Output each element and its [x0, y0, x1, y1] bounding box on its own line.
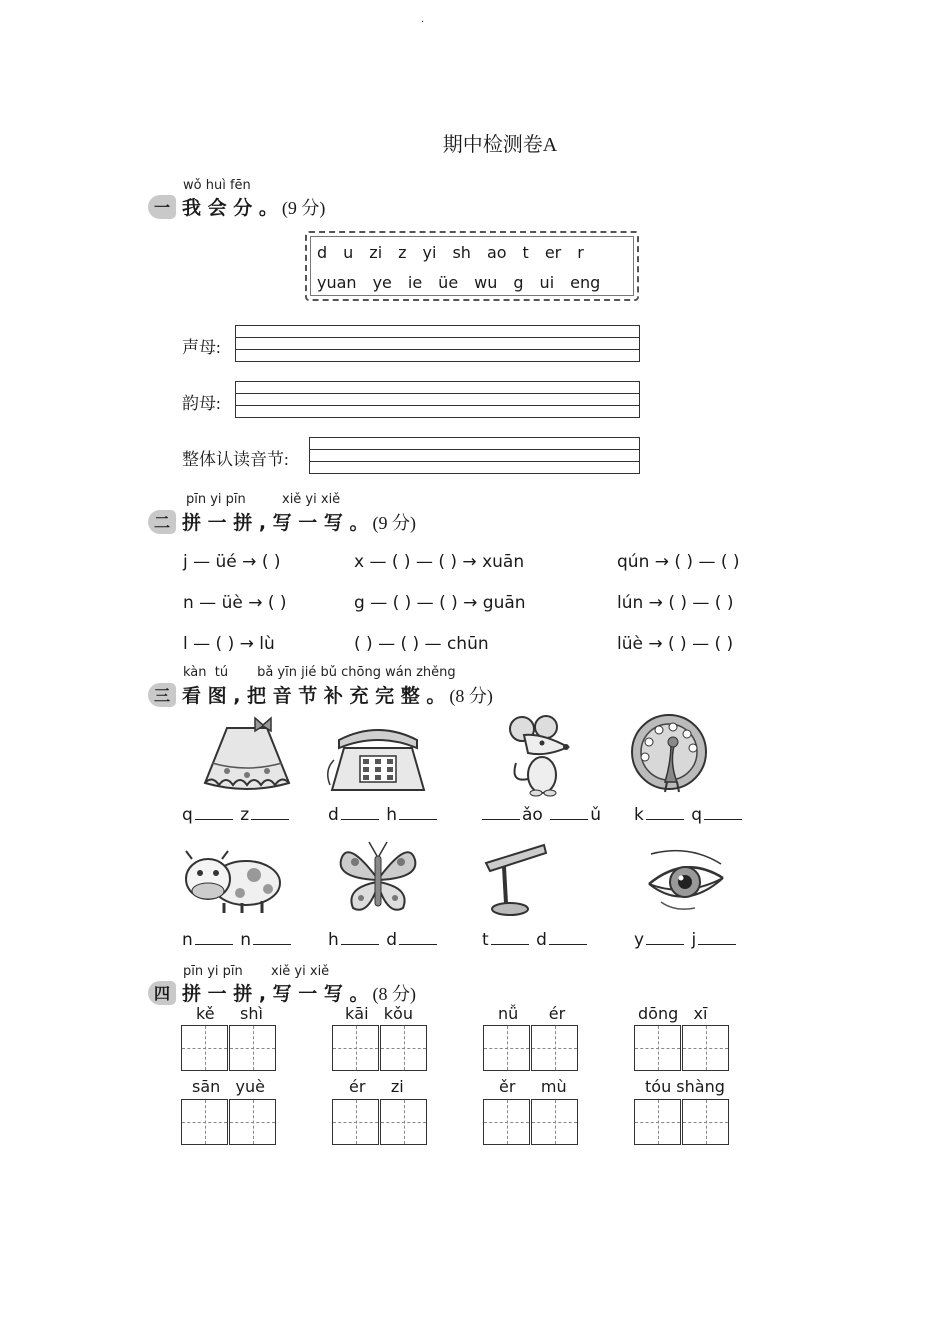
initial-letter: n [182, 930, 193, 950]
writing-grid-cell[interactable] [332, 1025, 379, 1071]
letter-item: ao [486, 243, 507, 262]
section1-heading-text: 我 会 分 。 [182, 197, 278, 219]
s3-blank-group-2 [328, 805, 439, 825]
initial-letter: h [328, 930, 339, 950]
syllable: shàng [676, 1077, 725, 1096]
answer-blank[interactable] [550, 805, 588, 820]
answer-blank[interactable] [341, 805, 379, 820]
s3-blank-group-8 [634, 930, 738, 950]
py-syllable: tú [214, 665, 229, 680]
py-syllable: bǎ [257, 665, 274, 680]
syllable: nǚ [498, 1004, 519, 1023]
cow-picture [182, 845, 284, 917]
section3-heading [148, 681, 493, 708]
s3-blank-group-7 [482, 930, 589, 950]
answer-blank[interactable] [482, 805, 520, 820]
final-letter: ǎo [522, 805, 543, 825]
word-pinyin [196, 1004, 263, 1023]
syllable: ěr [499, 1077, 516, 1096]
writing-grid-cell[interactable] [531, 1025, 578, 1071]
py-syllable: yīn [277, 665, 297, 680]
eye-picture [645, 848, 727, 918]
letter-item: ui [539, 273, 555, 292]
writing-grid-cell[interactable] [380, 1025, 427, 1071]
word-pinyin [498, 1004, 565, 1023]
syllable: shì [239, 1004, 263, 1023]
s2-item: ( ) — ( ) — chūn [354, 634, 489, 654]
page-title: 期中检测卷A [442, 134, 558, 156]
py-syllable: bǔ [320, 665, 337, 680]
section3-pinyin [183, 665, 456, 680]
writing-grid-cell[interactable] [181, 1025, 228, 1071]
section4-pinyin-a: pīn yi pīn [183, 964, 243, 979]
peacock-picture [627, 712, 711, 796]
final-letter: ǔ [590, 805, 602, 825]
syllable: ér [548, 1004, 566, 1023]
writing-grid-cell[interactable] [682, 1099, 729, 1145]
py-syllable: kàn [183, 665, 207, 680]
letter-item: r [577, 243, 584, 262]
writing-grid-cell[interactable] [483, 1025, 530, 1071]
s2-item: j — üé → ( ) [183, 552, 281, 572]
answer-blank[interactable] [698, 930, 736, 945]
writing-grid-cell[interactable] [380, 1099, 427, 1145]
s3-blank-group-5 [182, 930, 293, 950]
section2-score: (9 分) [372, 512, 417, 533]
letters-box [305, 231, 639, 301]
syllable: tóu [645, 1077, 672, 1096]
initial-letter: y [634, 930, 645, 950]
label-yunmu: 韵母: [182, 394, 221, 413]
py-syllable: chōng [341, 665, 381, 680]
answer-blank[interactable] [253, 930, 291, 945]
initial-letter: k [634, 805, 644, 825]
letter-item: yi [422, 243, 437, 262]
initial-letter: h [386, 805, 397, 825]
writing-grid-cell[interactable] [229, 1099, 276, 1145]
answer-blank[interactable] [646, 930, 684, 945]
s3-blank-group-4 [634, 805, 744, 825]
label-shengmu: 声母: [182, 338, 221, 357]
skirt-picture [197, 713, 297, 798]
letters-row-2 [317, 273, 616, 292]
writing-grid-cell[interactable] [483, 1099, 530, 1145]
section4-pinyin-b: xiě yi xiě [271, 964, 330, 979]
shengmu-answer-lines[interactable] [235, 325, 640, 362]
header-dot: . [421, 14, 425, 25]
s2-item: g — ( ) — ( ) → guān [354, 593, 526, 613]
section2-pinyin-a: pīn yi pīn [186, 492, 246, 507]
section-number-badge: 四 [148, 981, 176, 1005]
py-syllable: wán [385, 665, 412, 680]
syllable: yuè [235, 1077, 265, 1096]
section-number-badge: 二 [148, 510, 176, 534]
letter-item: yuan [317, 273, 357, 292]
initial-letter: j [691, 930, 697, 950]
letter-item: d [317, 243, 328, 262]
word-pinyin [645, 1077, 725, 1096]
section2-heading [148, 508, 416, 535]
answer-blank[interactable] [491, 930, 529, 945]
section4-heading-text: 拼 一 拼 , 写 一 写 。 [182, 983, 369, 1005]
mouse-picture [502, 713, 582, 798]
section1-pinyin: wǒ huì fēn [183, 178, 251, 193]
writing-grid-cell[interactable] [332, 1099, 379, 1145]
letter-item: er [544, 243, 562, 262]
initial-letter: d [536, 930, 547, 950]
section4-score: (8 分) [372, 983, 417, 1004]
word-pinyin [638, 1004, 707, 1023]
writing-grid-cell[interactable] [682, 1025, 729, 1071]
initial-letter: q [182, 805, 193, 825]
answer-blank[interactable] [646, 805, 684, 820]
letter-item: zi [369, 243, 383, 262]
word-pinyin [499, 1077, 567, 1096]
section2-heading-text: 拼 一 拼 , 写 一 写 。 [182, 512, 369, 534]
initial-letter: d [328, 805, 339, 825]
answer-blank[interactable] [399, 805, 437, 820]
syllable: kě [196, 1004, 215, 1023]
letter-item: wu [474, 273, 498, 292]
word-pinyin [349, 1077, 404, 1096]
answer-blank[interactable] [251, 805, 289, 820]
syllable: ér [349, 1077, 366, 1096]
writing-grid-cell[interactable] [531, 1099, 578, 1145]
s3-blank-group-3 [480, 805, 601, 825]
zhengti-answer-lines[interactable] [309, 437, 640, 474]
telephone-picture [324, 720, 432, 795]
letter-item: z [398, 243, 407, 262]
syllable: xī [693, 1004, 708, 1023]
writing-grid-cell[interactable] [229, 1025, 276, 1071]
answer-blank[interactable] [195, 805, 233, 820]
section1-score: (9 分) [281, 197, 326, 218]
answer-blank[interactable] [341, 930, 379, 945]
letter-item: ye [372, 273, 392, 292]
section-number-badge: 一 [148, 195, 176, 219]
section4-heading [148, 979, 416, 1006]
syllable: dōng [638, 1004, 679, 1023]
label-zhengti: 整体认读音节: [182, 450, 289, 469]
s3-blank-group-1 [182, 805, 291, 825]
initial-letter: t [482, 930, 489, 950]
letter-item: t [522, 243, 529, 262]
syllable: sān [192, 1077, 221, 1096]
letters-row-1 [317, 243, 600, 262]
word-pinyin [345, 1004, 413, 1023]
initial-letter: z [240, 805, 250, 825]
yunmu-answer-lines[interactable] [235, 381, 640, 418]
butterfly-picture [337, 838, 419, 920]
answer-blank[interactable] [549, 930, 587, 945]
section2-pinyin-b: xiě yi xiě [282, 492, 341, 507]
section3-heading-text: 看 图 , 把 音 节 补 充 完 整 。 [182, 685, 446, 707]
answer-blank[interactable] [195, 930, 233, 945]
section1-heading [148, 193, 325, 220]
section-number-badge: 三 [148, 683, 176, 707]
s2-item: lún → ( ) — ( ) [617, 593, 734, 613]
syllable: zi [390, 1077, 404, 1096]
letter-item: u [343, 243, 354, 262]
lamp-picture [484, 843, 550, 919]
initial-letter: d [386, 930, 397, 950]
letter-item: ie [407, 273, 423, 292]
s2-item: n — üè → ( ) [183, 593, 287, 613]
writing-grid-cell[interactable] [634, 1099, 681, 1145]
section3-score: (8 分) [449, 685, 493, 706]
writing-grid-cell[interactable] [181, 1099, 228, 1145]
syllable: mù [540, 1077, 567, 1096]
s2-item: l — ( ) → lù [183, 634, 275, 654]
initial-letter: q [691, 805, 703, 825]
answer-blank[interactable] [399, 930, 437, 945]
answer-blank[interactable] [704, 805, 742, 820]
letter-item: eng [570, 273, 601, 292]
writing-grid-cell[interactable] [634, 1025, 681, 1071]
s2-item: lüè → ( ) — ( ) [617, 634, 734, 654]
letter-item: sh [452, 243, 471, 262]
letter-item: g [513, 273, 524, 292]
s2-item: qún → ( ) — ( ) [617, 552, 740, 572]
syllable: kāi [345, 1004, 369, 1023]
syllable: kǒu [383, 1004, 413, 1023]
py-syllable: zhěng [416, 665, 456, 680]
word-pinyin [192, 1077, 265, 1096]
letter-item: üe [438, 273, 459, 292]
initial-letter: n [240, 930, 251, 950]
py-syllable: jié [301, 665, 317, 680]
s3-blank-group-6 [328, 930, 439, 950]
s2-item: x — ( ) — ( ) → xuān [354, 552, 525, 572]
